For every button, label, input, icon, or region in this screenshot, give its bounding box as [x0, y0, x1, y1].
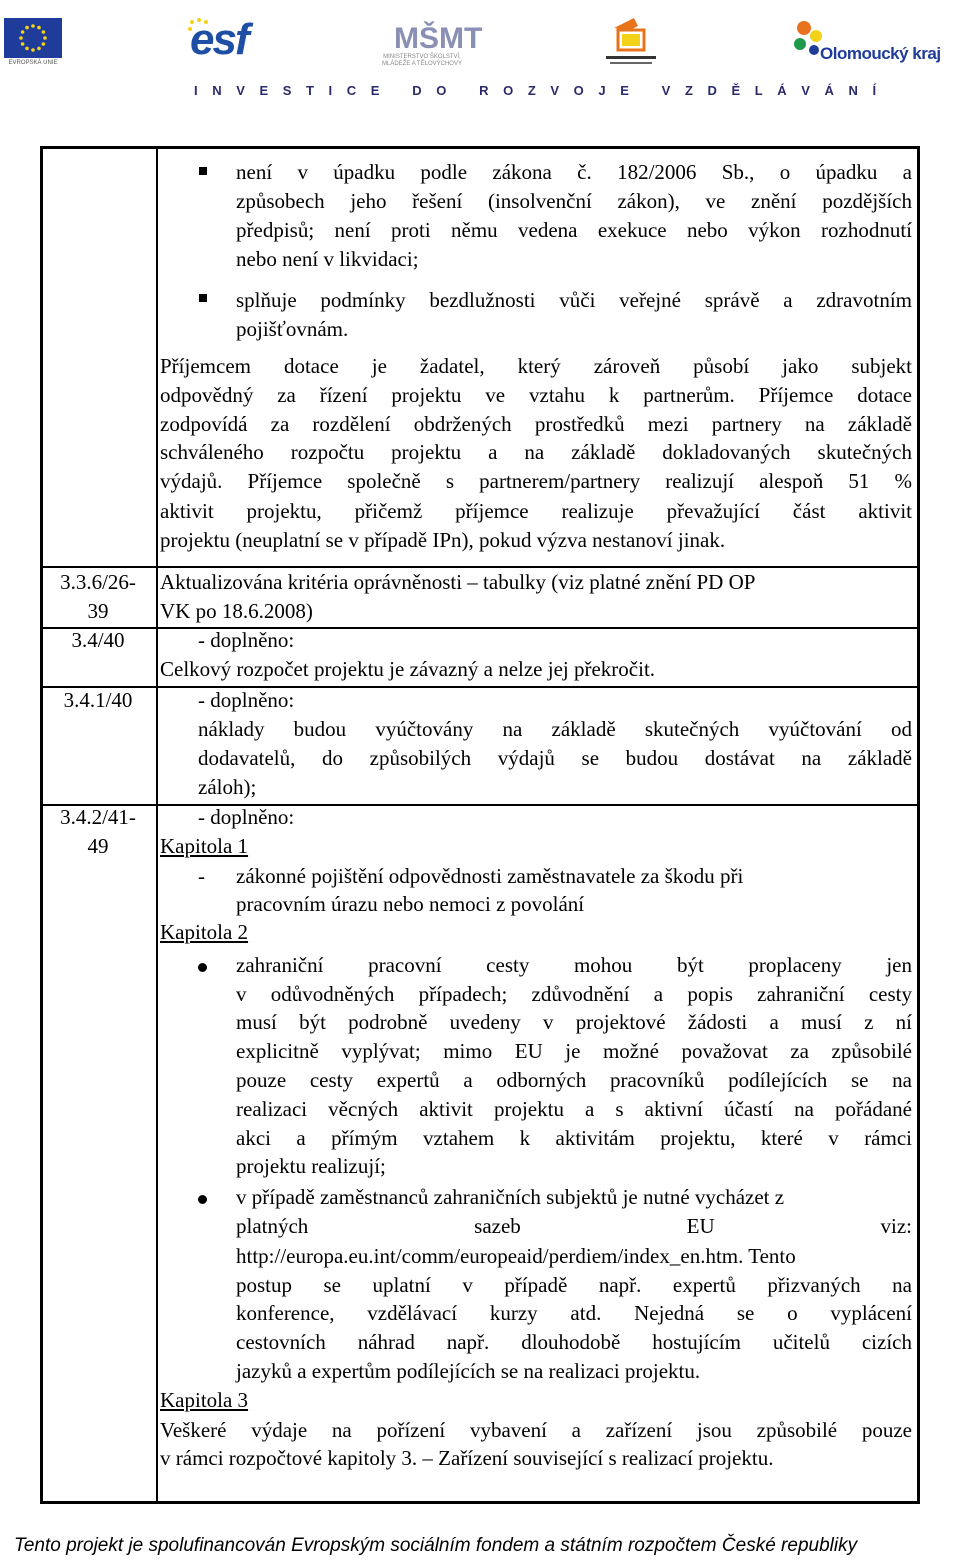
- text-line: pojišťovnám.: [236, 317, 349, 341]
- text-line: VK po 18.6.2008): [160, 599, 313, 623]
- header-logo-strip: [0, 0, 960, 110]
- section-number: 3.4/40: [71, 628, 125, 652]
- text-line: aktivit projektu, přičemž příjemce realizuje převažující část aktivit: [160, 499, 912, 523]
- text-line: Celkový rozpočet projektu je závazný a nelze jej překročit.: [160, 657, 656, 681]
- bullet-square-icon: [199, 294, 207, 302]
- text-line: zahraniční pracovní cesty mohou být proplaceny jen: [236, 953, 912, 977]
- chapter-heading: Kapitola 3: [160, 1388, 249, 1412]
- bullet-dot-icon: [198, 963, 207, 972]
- text-line: Veškeré výdaje na pořízení vybavení a zařízení jsou způsobilé pouze: [160, 1418, 912, 1442]
- text-line: náklady budou vyúčtovány na základě skutečných vyúčtování od: [198, 717, 912, 741]
- section-number: 39: [87, 599, 109, 623]
- footer-note: Tento projekt je spolufinancován Evropským sociálním fondem a státním rozpočtem České republiky: [14, 1535, 858, 1556]
- eu-caption: EVROPSKÁ UNIE: [8, 60, 58, 66]
- text-line: akci a přímým vztahem k aktivitám projektu, které v rámci: [236, 1126, 912, 1150]
- section-number: 3.4.2/41-: [60, 805, 136, 829]
- bullet-dot-icon: [198, 1195, 207, 1204]
- text-line: postup se uplatní v případě např. expertů přizvaných na: [236, 1273, 912, 1297]
- text-line: - doplněno:: [198, 688, 295, 712]
- text-line: v odůvodněných případech; zdůvodnění a popis zahraniční cesty: [236, 982, 912, 1006]
- text-line: dodavatelů, do způsobilých výdajů se budou dostávat na základě: [198, 746, 912, 770]
- text-line: nebo není v likvidaci;: [236, 247, 419, 271]
- text-line: http://europa.eu.int/comm/europeaid/perdiem/index_en.htm. Tento: [236, 1244, 796, 1268]
- text-line: Příjemcem dotace je žadatel, který zároveň působí jako subjekt: [160, 354, 912, 378]
- text-line: - doplněno:: [198, 805, 295, 829]
- text-line: realizaci věcných aktivit projektu a s aktivní účastí na pořádané: [236, 1097, 912, 1121]
- tagline: INVESTICE DO ROZVOJE VZDĚLÁVÁNÍ: [194, 83, 891, 98]
- bullet-square-icon: [199, 167, 207, 175]
- text-line: schváleného rozpočtu projektu a na základě dokladovaných skutečných: [160, 440, 912, 464]
- text-line: explicitně vyplývat; mimo EU je možné považovat za způsobilé: [236, 1039, 912, 1063]
- text-line: konference, vzdělávací kurzy atd. Nejedná se o vyplácení: [236, 1301, 912, 1325]
- text-line: pouze cesty expertů a odborných pracovníků podílejících se na: [236, 1068, 912, 1092]
- eu-flag-icon: [4, 18, 62, 58]
- msmt-logo-text: MŠMT: [394, 22, 483, 55]
- text-line: předpisů; není proti němu vedena exekuce nebo výkon rozhodnutí: [236, 218, 912, 242]
- text-line: - doplněno:: [198, 628, 295, 652]
- row-divider: [43, 804, 917, 806]
- text-line: v rámci rozpočtové kapitoly 3. – Zařízení související s realizací projektu.: [160, 1446, 774, 1470]
- row-divider: [43, 686, 917, 688]
- esf-logo-icon: esf: [190, 15, 248, 64]
- op-vk-logo-icon: [600, 16, 662, 72]
- text-line: musí být podrobně uvedeny v projektové žádosti a musí z ní: [236, 1010, 912, 1034]
- region-logo-text: Olomoucký kraj: [820, 44, 941, 63]
- chapter-heading: Kapitola 1: [160, 834, 249, 858]
- column-divider: [156, 149, 158, 1501]
- text-line: zodpovídá za rozdělení obdržených prostředků mezi partnery na základě: [160, 412, 912, 436]
- text-line: splňuje podmínky bezdlužnosti vůči veřejné správě a zdravotním: [236, 288, 912, 312]
- chapter-heading: Kapitola 2: [160, 920, 249, 944]
- text-line: Aktualizována kritéria oprávněnosti – tabulky (viz platné znění PD OP: [160, 570, 756, 594]
- text-line: projektu (neuplatní se v případě IPn), pokud výzva nestanoví jinak.: [160, 528, 726, 552]
- text-line: odpovědný za řízení projektu ve vztahu k partnerům. Příjemce dotace: [160, 383, 912, 407]
- text-line: cestovních náhrad např. dlouhodobě hostujícím učitelů cizích: [236, 1330, 912, 1354]
- msmt-caption: MINISTERSTVO ŠKOLSTVÍ, MLÁDEŽE A TĚLOVÝCHOVY: [382, 54, 462, 67]
- row-divider: [43, 627, 917, 629]
- text-line: výdajů. Příjemce společně s partnerem/partnery realizují alespoň 51 %: [160, 469, 912, 493]
- text-line: není v úpadku podle zákona č. 182/2006 Sb., o úpadku a: [236, 160, 912, 184]
- text-line: záloh);: [198, 775, 257, 799]
- text-line: platných sazeb EU viz:: [236, 1214, 912, 1238]
- section-number: 49: [87, 834, 109, 858]
- text-line: způsobech jeho řešení (insolvenční zákon), ve znění pozdějších: [236, 189, 912, 213]
- text-line: v případě zaměstnanců zahraničních subjektů je nutné vycházet z: [236, 1185, 785, 1209]
- section-number: 3.3.6/26-: [60, 570, 136, 594]
- dash-bullet: -: [198, 864, 205, 888]
- text-line: projektu realizují;: [236, 1154, 386, 1178]
- section-number: 3.4.1/40: [63, 688, 133, 712]
- text-line: jazyků a expertům podílejících se na realizaci projektu.: [236, 1359, 701, 1383]
- text-line: pracovním úrazu nebo nemoci z povolání: [236, 892, 585, 916]
- text-line: zákonné pojištění odpovědnosti zaměstnavatele za škodu při: [236, 864, 744, 888]
